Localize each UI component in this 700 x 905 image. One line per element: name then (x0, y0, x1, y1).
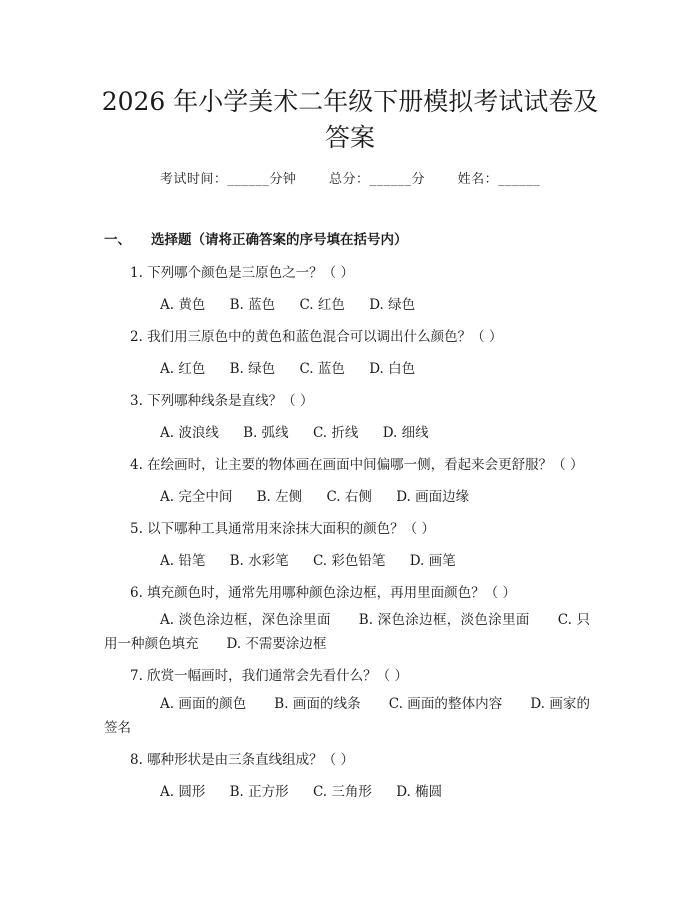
question-4-options (160, 485, 489, 505)
question-2-options (160, 357, 435, 377)
question-8-options (160, 780, 462, 800)
option-b: B. 左侧 (256, 489, 303, 505)
option-c: C. 只用一种颜色填充 (104, 612, 590, 652)
option-a: A. 画面的颜色 (160, 696, 247, 712)
option-c: C. 红色 (299, 297, 345, 313)
section-number: 一、 (104, 232, 131, 248)
option-a: A. 波浪线 (160, 425, 219, 441)
option-a: A. 完全中间 (160, 489, 233, 505)
question-1: 1. 下列哪个颜色是三原色之一？（ ） (130, 265, 354, 281)
exam-title-line-1: 2026 年小学美术二年级下册模拟考试试卷及 (101, 87, 599, 116)
option-b: B. 弧线 (243, 425, 289, 441)
option-d: D. 绿色 (369, 297, 416, 313)
question-8: 8. 哪种形状是由三条直线组成？（ ） (130, 752, 354, 768)
option-b: B. 正方形 (229, 784, 289, 800)
option-d: D. 不需要涂边框 (226, 636, 327, 652)
question-5-options (160, 549, 476, 569)
section-title: 选择题（请将正确答案的序号填在括号内） (151, 232, 408, 248)
option-b: B. 画面的线条 (274, 696, 361, 712)
question-1-options (160, 293, 435, 313)
option-a: A. 黄色 (160, 297, 206, 313)
question-3-options (160, 421, 449, 441)
option-b: B. 蓝色 (229, 297, 276, 313)
option-a: A. 铅笔 (160, 553, 206, 569)
exam-title-line-2: 答案 (324, 123, 375, 152)
student-name-field: 姓名：______ (457, 172, 541, 187)
option-d: D. 画家的签名 (104, 696, 590, 736)
option-c: C. 蓝色 (299, 361, 345, 377)
question-4: 4. 在绘画时，让主要的物体画在画面中间偏哪一侧，看起来会更舒服？（ ） (130, 457, 584, 473)
question-6: 6. 填充颜色时，通常先用哪种颜色涂边框，再用里面颜色？（ ） (130, 585, 516, 601)
option-c: C. 折线 (312, 425, 359, 441)
option-b: B. 水彩笔 (229, 553, 289, 569)
option-b: B. 深色涂边框，淡色涂里面 (358, 612, 530, 628)
option-d: D. 画笔 (409, 553, 456, 569)
option-a: A. 淡色涂边框，深色涂里面 (160, 612, 331, 628)
section-heading (104, 228, 408, 248)
option-c: C. 三角形 (312, 784, 372, 800)
exam-title (70, 84, 630, 156)
total-score-field: 总分：______分 (328, 172, 425, 187)
option-c: C. 画面的整体内容 (388, 696, 503, 712)
option-d: D. 细线 (382, 425, 429, 441)
option-a: A. 红色 (160, 361, 206, 377)
exam-info-row (0, 168, 700, 187)
option-c: C. 彩色铅笔 (312, 553, 386, 569)
option-d: D. 椭圆 (396, 784, 443, 800)
option-d: D. 画面边缘 (396, 489, 470, 505)
option-b: B. 绿色 (229, 361, 276, 377)
question-5: 5. 以下哪种工具通常用来涂抹大面积的颜色？（ ） (130, 521, 435, 537)
question-6-options (104, 608, 590, 656)
question-2: 2. 我们用三原色中的黄色和蓝色混合可以调出什么颜色？（ ） (130, 329, 503, 345)
option-d: D. 白色 (369, 361, 416, 377)
exam-time-field: 考试时间：______分钟 (159, 172, 297, 187)
option-a: A. 圆形 (160, 784, 206, 800)
question-7: 7. 欣赏一幅画时，我们通常会先看什么？（ ） (130, 668, 408, 684)
question-7-options (104, 692, 590, 740)
option-c: C. 右侧 (326, 489, 372, 505)
question-3: 3. 下列哪种线条是直线？（ ） (130, 393, 314, 409)
